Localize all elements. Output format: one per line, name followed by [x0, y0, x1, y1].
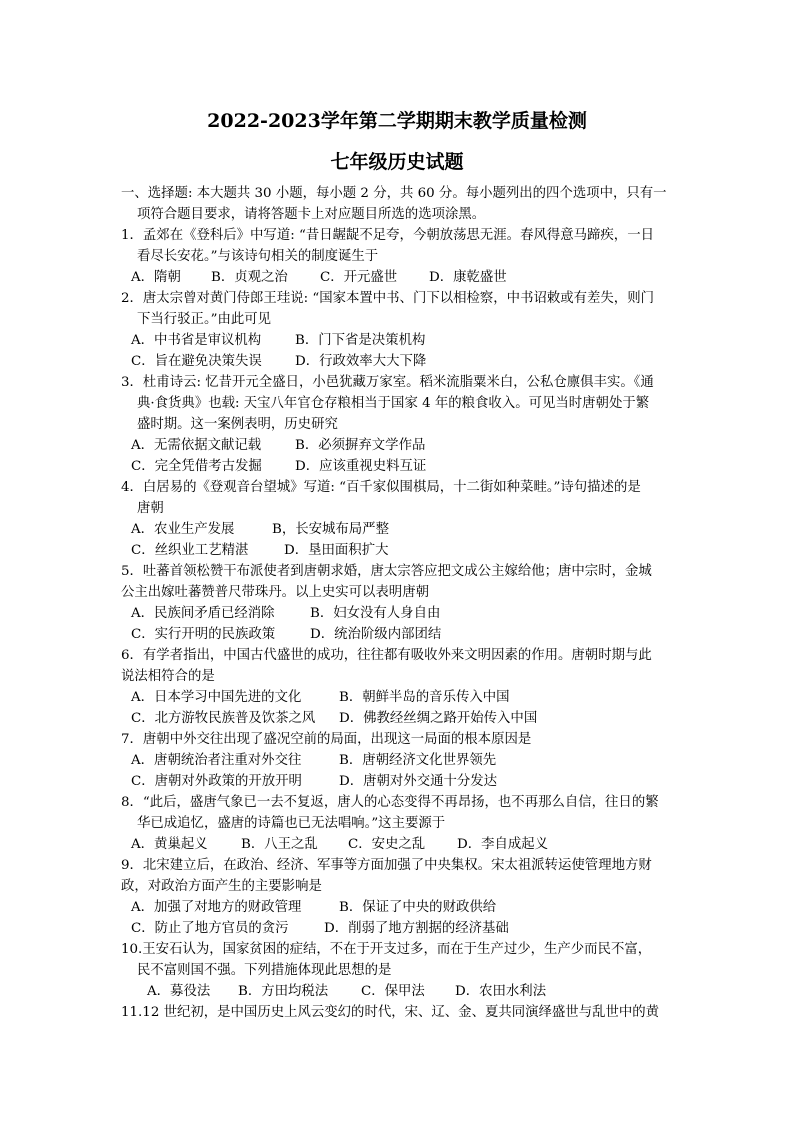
question-6-text: 说法相符合的是: [121, 669, 215, 684]
question-4-text: 唐朝: [137, 501, 164, 516]
option-8b: B．八王之乱: [241, 837, 318, 852]
option-4a: A．农业生产发展: [131, 522, 235, 537]
option-10b: B．方田均税法: [238, 984, 329, 999]
option-1d: D．康乾盛世: [429, 270, 507, 285]
option-5a: A．民族间矛盾已经消除: [131, 606, 275, 621]
question-10-text: 10.王安石认为，国家贫困的症结，不在于开支过多，而在于生产过少，生产少而民不富，: [121, 942, 652, 957]
option-2d: D．行政效率大大下降: [295, 354, 427, 369]
option-4c: C．丝织业工艺精湛: [131, 543, 249, 558]
question-10-text: 民不富则国不强。下列措施体现此思想的是: [137, 963, 392, 978]
option-3d: D．应该重视史料互证: [295, 459, 427, 474]
option-9d: D．削弱了地方割据的经济基础: [324, 921, 509, 936]
option-5c: C．实行开明的民族政策: [131, 627, 276, 642]
question-2-text: 下当行驳正。”由此可见: [137, 312, 272, 327]
option-8d: D．李自成起义: [457, 837, 549, 852]
option-10a: A．募役法: [147, 984, 211, 999]
question-1-text: 1．孟郊在《登科后》中写道: “昔日龌龊不足夸，今朝放荡思无涯。春风得意马蹄疾，一日: [121, 228, 654, 243]
question-9-text: 9．北宋建立后，在政治、经济、军事等方面加强了中央集权。宋太祖派转运使管理地方财: [121, 858, 652, 873]
option-7b: B．唐朝经济文化世界领先: [339, 753, 497, 768]
option-4d: D．垦田面积扩大: [284, 543, 389, 558]
question-1-text: 看尽长安花。”与该诗句相关的制度诞生于: [137, 249, 379, 264]
option-8a: A．黄巢起义: [131, 837, 208, 852]
question-3-text: 盛时期。这一案例表明，历史研究: [137, 417, 338, 432]
option-6d: D．佛教经丝绸之路开始传入中国: [339, 711, 538, 726]
option-9a: A．加强了对地方的财政管理: [131, 900, 302, 915]
option-2c: C．旨在避免决策失误: [131, 354, 262, 369]
option-10c: C．保甲法: [361, 984, 425, 999]
option-6b: B．朝鲜半岛的音乐传入中国: [339, 690, 510, 705]
option-6a: A．日本学习中国先进的文化: [131, 690, 302, 705]
section-instructions: 一、选择题: 本大题共 30 小题，每小题 2 分，共 60 分。每小题列出的四个选项中，只有一: [121, 186, 667, 201]
option-7c: C．唐朝对外政策的开放开明: [131, 774, 302, 789]
option-7d: D．唐朝对外交通十分发达: [339, 774, 498, 789]
question-7-text: 7．唐朝中外交往出现了盛况空前的局面，出现这一局面的根本原因是: [121, 732, 532, 747]
option-1b: B．贞观之治: [211, 270, 288, 285]
question-8-text: 8．“此后，盛唐气象已一去不复返，唐人的心态变得不再昂扬，也不再那么自信，往日的繁: [121, 795, 659, 810]
question-11-text: 11.12 世纪初，是中国历史上风云变幻的时代，宋、辽、金、夏共同演绎盛世与乱世中的黄: [121, 1005, 660, 1020]
exam-subtitle: 七年级历史试题: [330, 151, 464, 173]
option-2a: A．中书省是审议机构: [131, 333, 262, 348]
option-1a: A．隋朝: [131, 270, 181, 285]
question-6-text: 6．有学者指出，中国古代盛世的成功，往往都有吸收外来文明因素的作用。唐朝时期与此: [121, 648, 652, 663]
section-instructions: 项符合题目要求，请将答题卡上对应题目所选的选项涂黑。: [137, 207, 486, 222]
exam-title: 2022-2023学年第二学期期末教学质量检测: [207, 110, 587, 132]
question-5-text: 5．吐蕃首领松赞干布派使者到唐朝求婚，唐太宗答应把文成公主嫁给他；唐中宗时，金城: [121, 564, 652, 579]
option-1c: C．开元盛世: [320, 270, 398, 285]
option-3b: B．必须摒弃文学作品: [295, 438, 426, 453]
option-10d: D．农田水利法: [455, 984, 547, 999]
question-4-text: 4．白居易的《登观音台望城》写道: “百千家似围棋局，十二街如种菜畦。”诗句描述的是: [121, 480, 641, 495]
option-8c: C．安史之乱: [348, 837, 426, 852]
option-5d: D．统治阶级内部团结: [310, 627, 442, 642]
question-8-text: 华已成追忆，盛唐的诗篇也已无法唱响。”这主要源于: [137, 816, 446, 831]
question-3-text: 3．杜甫诗云: 忆昔开元全盛日，小邑犹藏万家室。稻米流脂粟米白，公私仓廪俱丰实。《通: [121, 375, 654, 390]
question-9-text: 政，对政治方面产生的主要影响是: [121, 879, 322, 894]
option-6c: C．北方游牧民族普及饮茶之风: [131, 711, 316, 726]
option-9b: B．保证了中央的财政供给: [339, 900, 497, 915]
option-2b: B．门下省是决策机构: [295, 333, 426, 348]
question-5-text: 公主出嫁吐蕃赞普尺带珠丹。以上史实可以表明唐朝: [121, 585, 429, 600]
question-2-text: 2．唐太宗曾对黄门侍郎王珪说: “国家本置中书、门下以相检察，中书诏敕或有差失，则门: [121, 291, 654, 306]
option-5b: B．妇女没有人身自由: [310, 606, 441, 621]
option-9c: C．防止了地方官员的贪污: [131, 921, 289, 936]
option-7a: A．唐朝统治者注重对外交往: [131, 753, 302, 768]
option-4b: B，长安城布局严整: [272, 522, 389, 537]
option-3a: A．无需依据文献记载: [131, 438, 262, 453]
option-3c: C．完全凭借考古发掘: [131, 459, 262, 474]
question-3-text: 典·食货典》也载: 天宝八年官仓存粮相当于国家 4 年的粮食收入。可见当时唐朝处于繁: [137, 396, 650, 411]
